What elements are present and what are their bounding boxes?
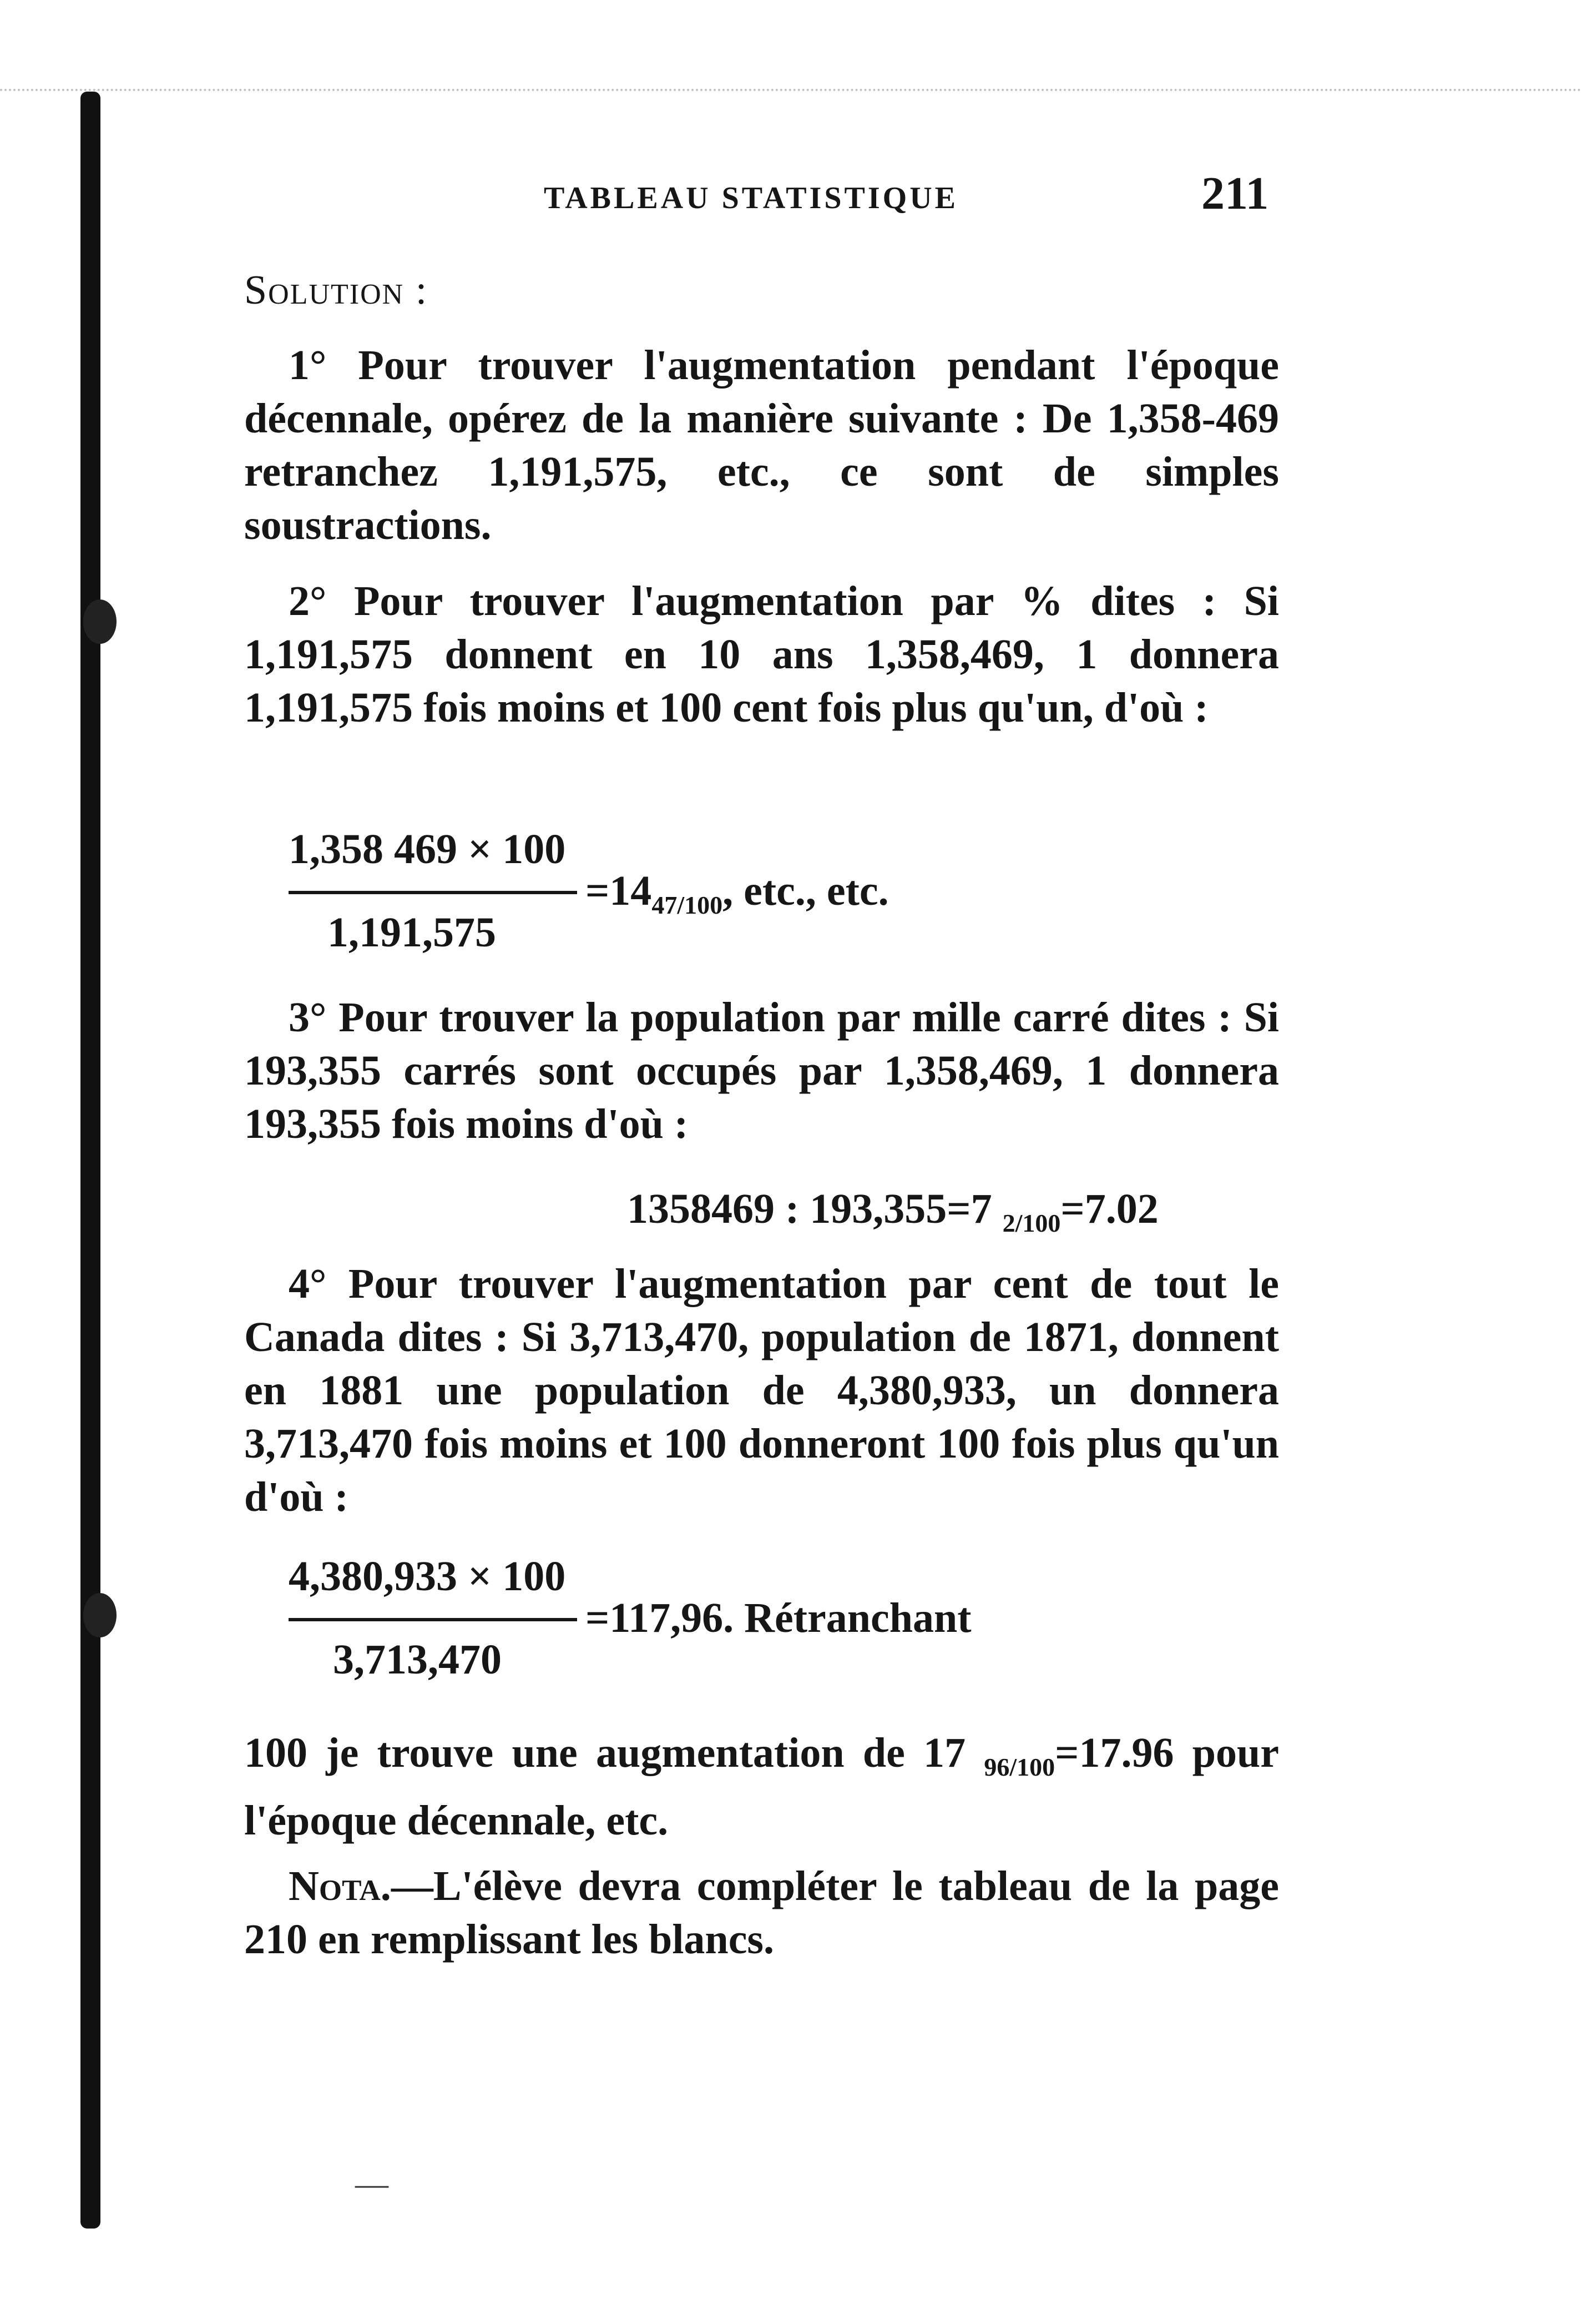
- solution-heading: Solution :: [244, 268, 428, 313]
- paragraph-1: 1° Pour trouver l'augmentation pendant l'époque décennale, opérez de la manière suivante : De 1,358-469 retranchez 1,191,575, etc., ce sont de simples soustractions.: [244, 342, 1279, 548]
- formula-1-result: $=14_{47/100}$, etc., etc.: [585, 868, 889, 920]
- formula-2: 1358469 : 193,355=7 $_{2/100}$=7.02: [627, 1186, 1159, 1238]
- paragraph-5-fraction: 96/100: [984, 1753, 1055, 1782]
- paragraph-5: 100 je trouve une augmentation de 17 $_{96/100}$=17.96 pour l'époque décennale, etc.: [244, 1730, 1280, 1844]
- scan-artifact-dots: [0, 89, 1582, 94]
- formula-1-numerator: 1,358 469 × 100: [289, 826, 566, 873]
- binding-smudge: [83, 1593, 117, 1637]
- page-number: 211: [1201, 168, 1269, 219]
- formula-3-result: =117,96. Rétranchant: [585, 1595, 972, 1641]
- running-title: TABLEAU STATISTIQUE: [544, 181, 958, 215]
- binding-smudge: [83, 599, 117, 644]
- nota-label: Nota.: [289, 1863, 391, 1909]
- formula-3: [289, 1551, 1121, 1696]
- stray-mark: —: [355, 2165, 388, 2202]
- formula-3-denominator: 3,713,470: [333, 1636, 502, 1683]
- paragraph-3: 3° Pour trouver la population par mille carré dites : Si 193,355 carrés sont occupés par 1,358,469, 1 donnera 193,355 fois moins d'où :: [244, 994, 1279, 1147]
- paragraph-2: 2° Pour trouver l'augmentation par % dites : Si 1,191,575 donnent en 10 ans 1,358,469, 1 donnera 1,191,575 fois moins et 100 cent fois plus qu'un, d'où :: [244, 578, 1279, 731]
- formula-1-denominator: 1,191,575: [327, 909, 496, 956]
- formula-3-numerator: 4,380,933 × 100: [289, 1553, 566, 1600]
- formula-2-fraction: 2/100: [1002, 1209, 1061, 1238]
- nota-paragraph: [244, 1859, 1279, 1966]
- nota-text: —L'élève devra compléter le tableau de la page 210 en remplissant les blancs.: [244, 1863, 1279, 1963]
- formula-1-bar: [289, 891, 577, 894]
- formula-1-fraction: 47/100: [651, 891, 723, 920]
- formula-3-bar: [289, 1618, 577, 1621]
- formula-1: [289, 824, 954, 969]
- paragraph-4: 4° Pour trouver l'augmentation par cent de tout le Canada dites : Si 3,713,470, population de 1871, donnent en 1881 une population de 4,380,933, un donnera 3,713,470 fois moins et 100 donneront 100 fois plus qu'un d'où :: [244, 1261, 1279, 1520]
- binding-edge: [80, 92, 100, 2229]
